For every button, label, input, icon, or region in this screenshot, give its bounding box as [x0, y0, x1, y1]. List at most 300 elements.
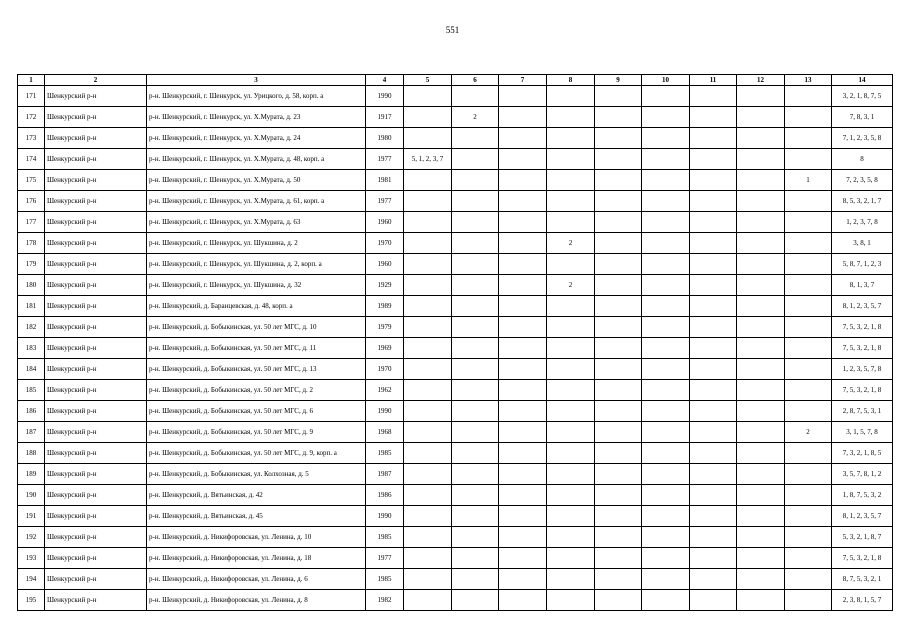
- table-row: [18, 569, 893, 590]
- table-cell-col-7: [499, 233, 547, 254]
- table-cell-col-6: [452, 464, 499, 485]
- table-row: [18, 86, 893, 107]
- table-row: [18, 296, 893, 317]
- table-cell-col-1: 177: [18, 212, 45, 233]
- table-cell-col-13: [785, 128, 832, 149]
- table-cell-col-9: [595, 338, 642, 359]
- table-cell-col-10: [642, 170, 690, 191]
- table-cell-col-6: [452, 548, 499, 569]
- table-cell-col-6: [452, 191, 499, 212]
- table-cell-col-2: Шенкурский р-н: [45, 443, 147, 464]
- header-row: [18, 75, 893, 86]
- table-cell-col-2: Шенкурский р-н: [45, 485, 147, 506]
- column-header-13: 13: [785, 75, 832, 86]
- table-cell-col-14: 2, 3, 8, 1, 5, 7: [832, 590, 893, 611]
- table-row: [18, 338, 893, 359]
- table-row: [18, 422, 893, 443]
- table-cell-col-3: р-н. Шенкурский, д. Вятьинская, д. 42: [147, 485, 366, 506]
- table-cell-col-11: [690, 548, 737, 569]
- table-cell-col-9: [595, 107, 642, 128]
- table-cell-col-6: [452, 338, 499, 359]
- table-cell-col-10: [642, 338, 690, 359]
- table-cell-col-14: 3, 8, 1: [832, 233, 893, 254]
- table-cell-col-10: [642, 107, 690, 128]
- table-cell-col-9: [595, 128, 642, 149]
- table-cell-col-10: [642, 359, 690, 380]
- table-cell-col-9: [595, 401, 642, 422]
- table-cell-col-2: Шенкурский р-н: [45, 254, 147, 275]
- table-cell-col-8: [547, 359, 595, 380]
- table-row: [18, 275, 893, 296]
- table-cell-col-9: [595, 359, 642, 380]
- table-cell-col-4: 1977: [366, 548, 404, 569]
- table-cell-col-5: [404, 128, 452, 149]
- table-cell-col-2: Шенкурский р-н: [45, 527, 147, 548]
- table-cell-col-6: [452, 485, 499, 506]
- table-cell-col-7: [499, 254, 547, 275]
- table-cell-col-10: [642, 296, 690, 317]
- table-cell-col-12: [737, 422, 785, 443]
- table-row: [18, 149, 893, 170]
- table-cell-col-10: [642, 548, 690, 569]
- table-cell-col-4: 1977: [366, 191, 404, 212]
- table-cell-col-9: [595, 317, 642, 338]
- table-cell-col-6: [452, 128, 499, 149]
- table-cell-col-1: 182: [18, 317, 45, 338]
- table-cell-col-9: [595, 275, 642, 296]
- table-cell-col-14: 8: [832, 149, 893, 170]
- table-cell-col-13: 2: [785, 422, 832, 443]
- table-cell-col-8: [547, 170, 595, 191]
- table-cell-col-9: [595, 527, 642, 548]
- table-cell-col-14: 7, 1, 2, 3, 5, 8: [832, 128, 893, 149]
- table-cell-col-12: [737, 569, 785, 590]
- column-header-6: 6: [452, 75, 499, 86]
- table-cell-col-11: [690, 254, 737, 275]
- table-cell-col-6: [452, 359, 499, 380]
- table-cell-col-6: [452, 569, 499, 590]
- table-cell-col-4: 1981: [366, 170, 404, 191]
- table-cell-col-4: 1990: [366, 401, 404, 422]
- table-cell-col-2: Шенкурский р-н: [45, 170, 147, 191]
- table-cell-col-13: [785, 149, 832, 170]
- table-cell-col-5: 5, 1, 2, 3, 7: [404, 149, 452, 170]
- table-cell-col-10: [642, 401, 690, 422]
- table-cell-col-13: [785, 212, 832, 233]
- table-cell-col-14: 8, 7, 5, 3, 2, 1: [832, 569, 893, 590]
- table-cell-col-10: [642, 422, 690, 443]
- column-header-1: 1: [18, 75, 45, 86]
- table-cell-col-4: 1987: [366, 464, 404, 485]
- table-cell-col-7: [499, 548, 547, 569]
- table-cell-col-11: [690, 128, 737, 149]
- table-cell-col-7: [499, 86, 547, 107]
- table-cell-col-14: 5, 3, 2, 1, 8, 7: [832, 527, 893, 548]
- table-cell-col-14: 2, 8, 7, 5, 3, 1: [832, 401, 893, 422]
- table-cell-col-8: [547, 527, 595, 548]
- table-cell-col-12: [737, 275, 785, 296]
- table-cell-col-9: [595, 548, 642, 569]
- table-cell-col-9: [595, 464, 642, 485]
- table-row: [18, 548, 893, 569]
- table-cell-col-3: р-н. Шенкурский, д. Бобыкинская, ул. 50 лет МГС, д. 9: [147, 422, 366, 443]
- table-cell-col-3: р-н. Шенкурский, г. Шенкурск, ул. Урицкого, д. 58, корп. а: [147, 86, 366, 107]
- table-row: [18, 170, 893, 191]
- table-row: [18, 527, 893, 548]
- table-cell-col-11: [690, 359, 737, 380]
- table-cell-col-10: [642, 317, 690, 338]
- table-cell-col-2: Шенкурский р-н: [45, 422, 147, 443]
- table-row: [18, 464, 893, 485]
- table-row: [18, 359, 893, 380]
- table-cell-col-3: р-н. Шенкурский, д. Бобыкинская, ул. 50 лет МГС, д. 2: [147, 380, 366, 401]
- table-cell-col-14: 7, 2, 3, 5, 8: [832, 170, 893, 191]
- table-cell-col-9: [595, 191, 642, 212]
- table-cell-col-8: [547, 317, 595, 338]
- table-body: [18, 86, 893, 611]
- table-cell-col-6: [452, 86, 499, 107]
- table-cell-col-10: [642, 464, 690, 485]
- table-cell-col-5: [404, 485, 452, 506]
- table-cell-col-9: [595, 86, 642, 107]
- table-row: [18, 107, 893, 128]
- table-cell-col-2: Шенкурский р-н: [45, 86, 147, 107]
- column-header-2: 2: [45, 75, 147, 86]
- table-cell-col-2: Шенкурский р-н: [45, 233, 147, 254]
- table-cell-col-5: [404, 296, 452, 317]
- table-cell-col-13: [785, 590, 832, 611]
- table-cell-col-8: 2: [547, 233, 595, 254]
- table-cell-col-5: [404, 527, 452, 548]
- table-cell-col-13: 1: [785, 170, 832, 191]
- table-cell-col-8: [547, 569, 595, 590]
- table-cell-col-9: [595, 212, 642, 233]
- table-cell-col-10: [642, 590, 690, 611]
- table-cell-col-2: Шенкурский р-н: [45, 548, 147, 569]
- table-cell-col-2: Шенкурский р-н: [45, 338, 147, 359]
- table-cell-col-12: [737, 464, 785, 485]
- table-cell-col-1: 195: [18, 590, 45, 611]
- table-row: [18, 317, 893, 338]
- table-cell-col-13: [785, 380, 832, 401]
- table-cell-col-2: Шенкурский р-н: [45, 464, 147, 485]
- table-cell-col-3: р-н. Шенкурский, г. Шенкурск, ул. Шукшина, д. 2: [147, 233, 366, 254]
- table-cell-col-6: [452, 212, 499, 233]
- table-cell-col-9: [595, 254, 642, 275]
- table-cell-col-11: [690, 401, 737, 422]
- table-cell-col-14: 7, 5, 3, 2, 1, 8: [832, 338, 893, 359]
- table-cell-col-6: [452, 590, 499, 611]
- table-cell-col-9: [595, 170, 642, 191]
- table-cell-col-4: 1960: [366, 254, 404, 275]
- table-cell-col-3: р-н. Шенкурский, д. Никифоровская, ул. Ленина, д. 18: [147, 548, 366, 569]
- table-row: [18, 443, 893, 464]
- table-cell-col-1: 181: [18, 296, 45, 317]
- column-header-3: 3: [147, 75, 366, 86]
- table-cell-col-10: [642, 380, 690, 401]
- table-cell-col-5: [404, 464, 452, 485]
- table-cell-col-1: 184: [18, 359, 45, 380]
- table-cell-col-4: 1986: [366, 485, 404, 506]
- table-cell-col-13: [785, 464, 832, 485]
- table-cell-col-2: Шенкурский р-н: [45, 590, 147, 611]
- table-cell-col-7: [499, 170, 547, 191]
- table-cell-col-10: [642, 191, 690, 212]
- table-cell-col-3: р-н. Шенкурский, г. Шенкурск, ул. Х.Мурата, д. 48, корп. а: [147, 149, 366, 170]
- table-cell-col-12: [737, 548, 785, 569]
- table-cell-col-13: [785, 86, 832, 107]
- column-header-4: 4: [366, 75, 404, 86]
- column-header-10: 10: [642, 75, 690, 86]
- table-cell-col-7: [499, 338, 547, 359]
- table-cell-col-4: 1990: [366, 86, 404, 107]
- table-cell-col-9: [595, 233, 642, 254]
- table-cell-col-2: Шенкурский р-н: [45, 191, 147, 212]
- table-cell-col-11: [690, 233, 737, 254]
- table-cell-col-11: [690, 149, 737, 170]
- table-cell-col-1: 171: [18, 86, 45, 107]
- table-cell-col-8: [547, 149, 595, 170]
- table-cell-col-8: [547, 254, 595, 275]
- table-cell-col-4: 1962: [366, 380, 404, 401]
- table-cell-col-12: [737, 338, 785, 359]
- table-cell-col-13: [785, 506, 832, 527]
- table-cell-col-2: Шенкурский р-н: [45, 569, 147, 590]
- table-cell-col-5: [404, 506, 452, 527]
- table-cell-col-4: 1917: [366, 107, 404, 128]
- table-cell-col-7: [499, 359, 547, 380]
- table-cell-col-4: 1980: [366, 128, 404, 149]
- table-cell-col-1: 186: [18, 401, 45, 422]
- table-cell-col-1: 187: [18, 422, 45, 443]
- table-cell-col-7: [499, 590, 547, 611]
- table-cell-col-2: Шенкурский р-н: [45, 212, 147, 233]
- table-cell-col-7: [499, 464, 547, 485]
- table-cell-col-5: [404, 233, 452, 254]
- table-cell-col-3: р-н. Шенкурский, г. Шенкурск, ул. Х.Мурата, д. 61, корп. а: [147, 191, 366, 212]
- table-cell-col-11: [690, 422, 737, 443]
- table-cell-col-14: 3, 2, 1, 8, 7, 5: [832, 86, 893, 107]
- table-cell-col-14: 7, 5, 3, 2, 1, 8: [832, 380, 893, 401]
- table-cell-col-5: [404, 422, 452, 443]
- table-row: [18, 401, 893, 422]
- table-cell-col-4: 1985: [366, 527, 404, 548]
- table-cell-col-13: [785, 296, 832, 317]
- column-header-12: 12: [737, 75, 785, 86]
- table-cell-col-3: р-н. Шенкурский, д. Бобыкинская, ул. Колхозная, д. 5: [147, 464, 366, 485]
- table-cell-col-6: [452, 254, 499, 275]
- table-cell-col-1: 179: [18, 254, 45, 275]
- table-cell-col-6: [452, 170, 499, 191]
- table-cell-col-14: 1, 2, 3, 5, 7, 8: [832, 359, 893, 380]
- table-cell-col-11: [690, 296, 737, 317]
- table-cell-col-7: [499, 128, 547, 149]
- table-cell-col-4: 1979: [366, 317, 404, 338]
- table-cell-col-2: Шенкурский р-н: [45, 506, 147, 527]
- table-cell-col-3: р-н. Шенкурский, г. Шенкурск, ул. Шукшина, д. 2, корп. а: [147, 254, 366, 275]
- table-cell-col-3: р-н. Шенкурский, г. Шенкурск, ул. Шукшина, д. 32: [147, 275, 366, 296]
- column-header-14: 14: [832, 75, 893, 86]
- table-cell-col-6: [452, 401, 499, 422]
- table-cell-col-6: [452, 527, 499, 548]
- table-cell-col-14: 7, 5, 3, 2, 1, 8: [832, 317, 893, 338]
- table-cell-col-10: [642, 254, 690, 275]
- table-cell-col-8: [547, 548, 595, 569]
- table-cell-col-11: [690, 86, 737, 107]
- table-cell-col-12: [737, 443, 785, 464]
- table-cell-col-4: 1985: [366, 443, 404, 464]
- table-cell-col-10: [642, 128, 690, 149]
- table-cell-col-8: [547, 338, 595, 359]
- table-cell-col-3: р-н. Шенкурский, д. Бобыкинская, ул. 50 лет МГС, д. 13: [147, 359, 366, 380]
- table-cell-col-13: [785, 338, 832, 359]
- page-number: 551: [445, 25, 460, 35]
- table-cell-col-11: [690, 527, 737, 548]
- table-cell-col-11: [690, 443, 737, 464]
- table-cell-col-4: 1970: [366, 359, 404, 380]
- table-cell-col-10: [642, 527, 690, 548]
- table-cell-col-2: Шенкурский р-н: [45, 317, 147, 338]
- table-cell-col-12: [737, 233, 785, 254]
- table-row: [18, 485, 893, 506]
- table-cell-col-3: р-н. Шенкурский, г. Шенкурск, ул. Х.Мурата, д. 50: [147, 170, 366, 191]
- table-cell-col-8: [547, 128, 595, 149]
- table-cell-col-14: 5, 8, 7, 1, 2, 3: [832, 254, 893, 275]
- column-header-5: 5: [404, 75, 452, 86]
- table-cell-col-8: [547, 86, 595, 107]
- table-cell-col-7: [499, 191, 547, 212]
- table-cell-col-13: [785, 233, 832, 254]
- table-cell-col-7: [499, 317, 547, 338]
- table-cell-col-7: [499, 506, 547, 527]
- table-cell-col-12: [737, 317, 785, 338]
- table-cell-col-7: [499, 275, 547, 296]
- table-cell-col-12: [737, 128, 785, 149]
- table-cell-col-5: [404, 254, 452, 275]
- table-cell-col-14: 7, 3, 2, 1, 8, 5: [832, 443, 893, 464]
- table-cell-col-14: 7, 5, 3, 2, 1, 8: [832, 548, 893, 569]
- table-cell-col-14: 7, 8, 3, 1: [832, 107, 893, 128]
- table-cell-col-1: 180: [18, 275, 45, 296]
- table-cell-col-12: [737, 296, 785, 317]
- table-cell-col-6: [452, 422, 499, 443]
- table-row: [18, 380, 893, 401]
- table-cell-col-3: р-н. Шенкурский, д. Никифоровская, ул. Ленина, д. 10: [147, 527, 366, 548]
- table-cell-col-6: [452, 296, 499, 317]
- table-cell-col-14: 1, 8, 7, 5, 3, 2: [832, 485, 893, 506]
- table-cell-col-8: 2: [547, 275, 595, 296]
- table-cell-col-8: [547, 506, 595, 527]
- table-cell-col-5: [404, 191, 452, 212]
- table-cell-col-11: [690, 317, 737, 338]
- table-cell-col-9: [595, 422, 642, 443]
- table-cell-col-8: [547, 485, 595, 506]
- table-row: [18, 590, 893, 611]
- table-cell-col-7: [499, 443, 547, 464]
- table-cell-col-3: р-н. Шенкурский, д. Никифоровская, ул. Ленина, д. 6: [147, 569, 366, 590]
- table-cell-col-8: [547, 191, 595, 212]
- table-cell-col-5: [404, 443, 452, 464]
- table-cell-col-9: [595, 485, 642, 506]
- table-cell-col-12: [737, 149, 785, 170]
- table-cell-col-6: 2: [452, 107, 499, 128]
- table-cell-col-8: [547, 401, 595, 422]
- column-header-8: 8: [547, 75, 595, 86]
- table-cell-col-5: [404, 275, 452, 296]
- table-cell-col-7: [499, 527, 547, 548]
- table-cell-col-13: [785, 191, 832, 212]
- table-cell-col-10: [642, 275, 690, 296]
- table-cell-col-1: 183: [18, 338, 45, 359]
- table-row: [18, 191, 893, 212]
- table-cell-col-11: [690, 275, 737, 296]
- table-cell-col-9: [595, 506, 642, 527]
- table-cell-col-6: [452, 506, 499, 527]
- table-cell-col-11: [690, 464, 737, 485]
- table-cell-col-13: [785, 569, 832, 590]
- table-cell-col-11: [690, 191, 737, 212]
- table-cell-col-7: [499, 212, 547, 233]
- table-cell-col-10: [642, 485, 690, 506]
- table-cell-col-6: [452, 317, 499, 338]
- table-cell-col-9: [595, 380, 642, 401]
- table-cell-col-11: [690, 569, 737, 590]
- table-cell-col-7: [499, 422, 547, 443]
- table-cell-col-12: [737, 107, 785, 128]
- table-cell-col-2: Шенкурский р-н: [45, 401, 147, 422]
- table-cell-col-2: Шенкурский р-н: [45, 275, 147, 296]
- table-cell-col-8: [547, 590, 595, 611]
- table-cell-col-10: [642, 86, 690, 107]
- table-cell-col-12: [737, 191, 785, 212]
- table-cell-col-10: [642, 233, 690, 254]
- table-cell-col-5: [404, 107, 452, 128]
- table-cell-col-11: [690, 212, 737, 233]
- table-cell-col-9: [595, 569, 642, 590]
- table-cell-col-11: [690, 338, 737, 359]
- table-cell-col-3: р-н. Шенкурский, г. Шенкурск, ул. Х.Мурата, д. 23: [147, 107, 366, 128]
- table-cell-col-5: [404, 548, 452, 569]
- table-row: [18, 506, 893, 527]
- table-cell-col-4: 1969: [366, 338, 404, 359]
- table-cell-col-3: р-н. Шенкурский, д. Бобыкинская, ул. 50 лет МГС, д. 10: [147, 317, 366, 338]
- table-cell-col-9: [595, 443, 642, 464]
- table-cell-col-13: [785, 548, 832, 569]
- table-cell-col-9: [595, 590, 642, 611]
- table-cell-col-12: [737, 254, 785, 275]
- table-cell-col-3: р-н. Шенкурский, д. Бобыкинская, ул. 50 лет МГС, д. 11: [147, 338, 366, 359]
- table-cell-col-1: 176: [18, 191, 45, 212]
- table-cell-col-5: [404, 170, 452, 191]
- table-cell-col-5: [404, 317, 452, 338]
- table-cell-col-3: р-н. Шенкурский, д. Баранцевская, д. 48, корп. а: [147, 296, 366, 317]
- table-cell-col-4: 1960: [366, 212, 404, 233]
- table-cell-col-3: р-н. Шенкурский, д. Вятьинская, д. 45: [147, 506, 366, 527]
- table-cell-col-8: [547, 464, 595, 485]
- table-cell-col-7: [499, 107, 547, 128]
- table-cell-col-5: [404, 401, 452, 422]
- table-cell-col-8: [547, 107, 595, 128]
- table-cell-col-13: [785, 359, 832, 380]
- table-cell-col-4: 1977: [366, 149, 404, 170]
- table-cell-col-7: [499, 296, 547, 317]
- table-cell-col-7: [499, 149, 547, 170]
- table-cell-col-12: [737, 527, 785, 548]
- table-cell-col-12: [737, 590, 785, 611]
- table-cell-col-1: 174: [18, 149, 45, 170]
- table-cell-col-8: [547, 296, 595, 317]
- table-cell-col-5: [404, 380, 452, 401]
